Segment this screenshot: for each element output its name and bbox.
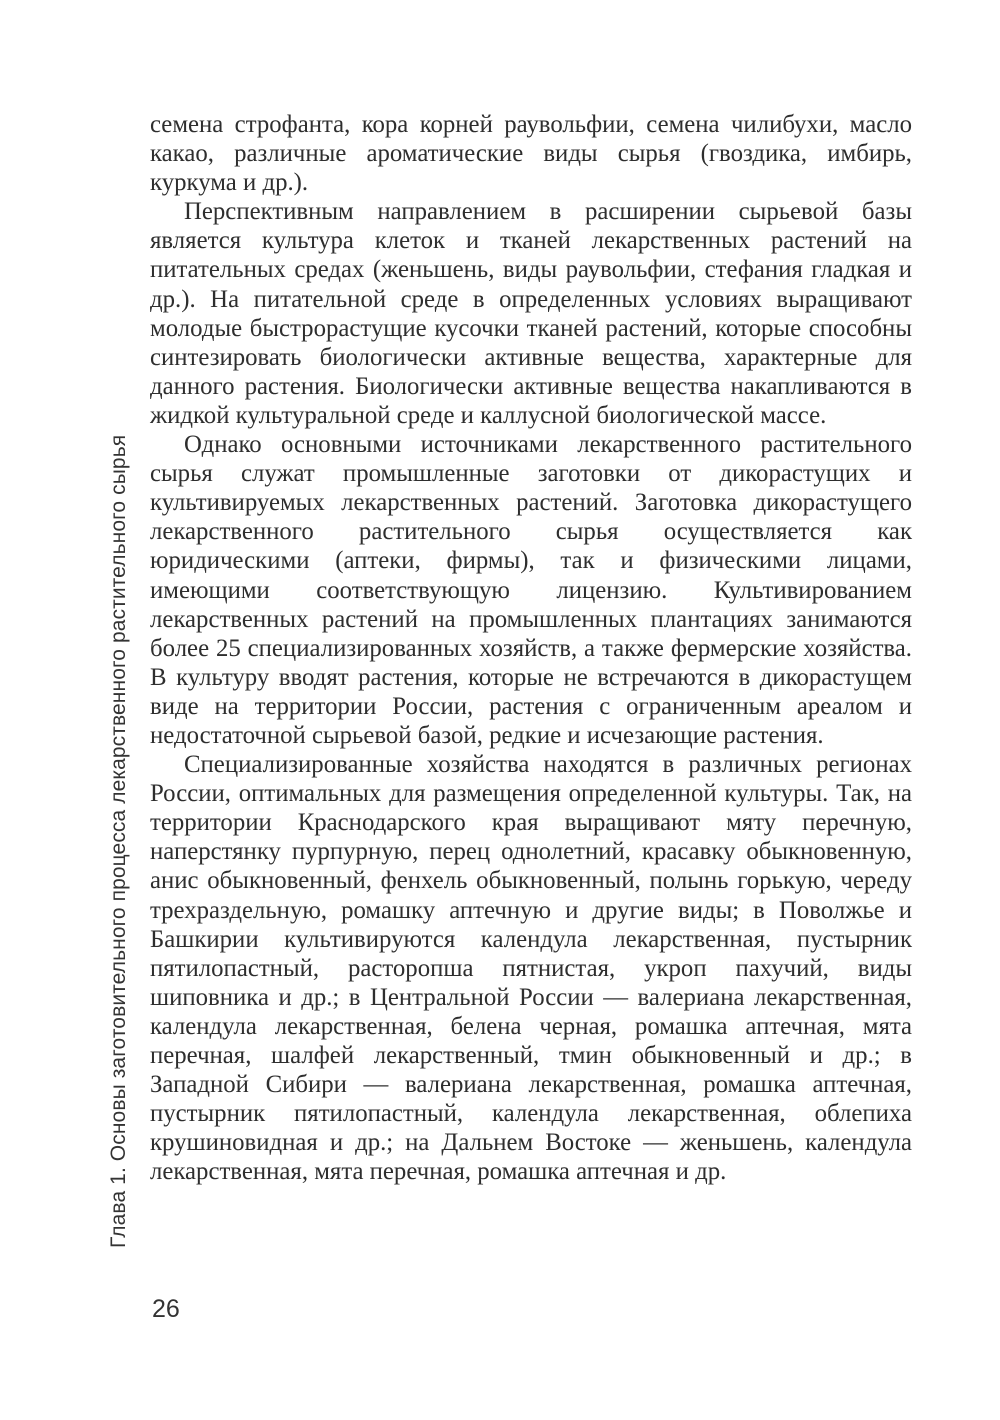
body-text	[150, 110, 912, 1186]
paragraph-2: Перспективным направлением в расширении сырьевой базы является культура клеток и тканей лекарственных растений на питательных средах (женьшень, виды раувольфии, стефания гладкая и др.). На питательной среде в определенных условиях выращивают молодые быстрорастущие кусочки тканей растений, которые способны синтезировать биологически активные вещества, характерные для данного растения. Биологически активные вещества накапливаются в жидкой культуральной среде и каллусной биологической массе.	[150, 198, 912, 429]
paragraph-3: Однако основными источниками лекарственного растительного сырья служат промышленные заготовки от дикорастущих и культивируемых лекарственных растений. Заготовка дикорастущего лекарственного растительного сырья осуществляется как юридическими (аптеки, фирмы), так и физическими лицами, имеющими соответствующую лицензию. Культивированием лекарственных растений на промышленных плантациях занимаются более 25 специализированных хозяйств, а также фермерские хозяйства. В культуру вводят растения, которые не встречаются в дикорастущем виде на территории России, растения с ограниченным ареалом и недостаточной сырьевой базой, редкие и исчезающие растения.	[150, 431, 912, 749]
running-head: Глава 1. Основы заготовительного процесса лекарственного растительного сырья	[107, 434, 130, 1248]
paragraph-1: семена строфанта, кора корней раувольфии, семена чилибухи, масло какао, различные ароматические виды сырья (гвоздика, имбирь, куркума и др.).	[150, 111, 912, 197]
page-number: 26	[152, 1295, 180, 1323]
paragraph-4: Специализированные хозяйства находятся в различных регионах России, оптимальных для размещения определенной культуры. Так, на территории Краснодарского края выращивают мяту перечную, наперстянку пурпурную, перец однолетний, красавку обыкновенную, анис обыкновенный, фенхель обыкновенный, полынь горькую, череду трехраздельную, ромашку аптечную и другие виды; в Поволжье и Башкирии культивируются календула лекарственная, пустырник пятилопастный, расторопша пятнистая, укроп пахучий, виды шиповника и др.; в Центральной России — валериана лекарственная, календула лекарственная, белена черная, ромашка аптечная, мята перечная, шалфей лекарственный, тмин обыкновенный и др.; в Западной Сибири — валериана лекарственная, ромашка аптечная, пустырник пятилопастный, календула лекарственная, облепиха крушиновидная и др.; на Дальнем Востоке — женьшень, календула лекарственная, мята перечная, ромашка аптечная и др.	[150, 751, 912, 1186]
